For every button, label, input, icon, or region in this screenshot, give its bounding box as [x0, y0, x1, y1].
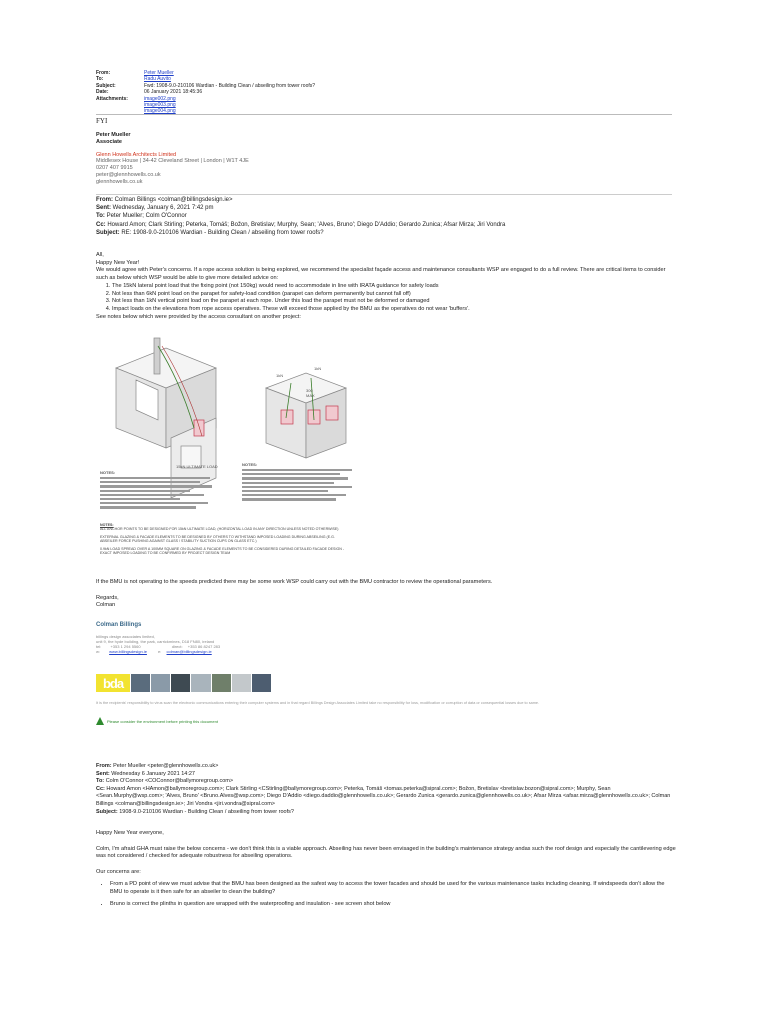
attachments-list — [144, 96, 176, 115]
subject-value: Fwd: 1908-9.0-210106 Wardian - Building Clean / abseiling from tower roofs? — [144, 82, 316, 89]
peter-signature — [96, 132, 396, 186]
date-value: 06 January 2021 18:45:36 — [144, 89, 203, 96]
list-item: • From a PD point of view we must advise that the BMU has been designed as the safest way to access the tower facades and should be used for the various maintenance tasks including cleaning. If windspeeds don't allow the BMU to operate is it then safe for an abseiler to clean the building? — [110, 881, 676, 896]
colman-address: unit 9, the hyde building, the park, carrickmines, D18 FN80, ireland — [96, 639, 215, 644]
email1-subject: RE: 1908-9.0-210106 Wardian - Building Clean / abseiling from tower roofs? — [121, 229, 324, 236]
email1-divider — [96, 194, 672, 195]
email2-cc: Howard Amon <HAmon@ballymoregroup.com>; Clark Stirling <CStirling@ballymoregroup.com>; Peterka, Tomáš <tomas.peterka@sipral.com>; Božon, Bretislav <bretislav.bozon@sipral.com>; Murphy, Sean <Sean.Murphy@wsp.com>; 'Alves, Bruno' <Bruno.Alves@wsp.com>; Diego D'Addio <diego.daddio@glennhowells.co.uk>; Gerardo Zunica <gerardo.zunica@glennhowells.co.uk>; Afsar Mirza <afsar.mirza@glennhowells.co.uk>; Colman Billings <colman@billingsdesign.ie>; Jiri Vondra <jiri.vondra@sipral.com> — [96, 785, 671, 807]
email1-greeting2: Happy New Year! — [96, 259, 140, 266]
email2-from: Peter Mueller <peter@glennhowells.co.uk> — [113, 763, 219, 769]
load-label: 1kN — [276, 373, 284, 378]
email2-subject: 1908-9.0-210106 Wardian - Building Clean / abseiling from tower roofs? — [119, 808, 294, 815]
anchor-diagram-figure — [96, 328, 366, 578]
email1-header: From: Colman Billings <colman@billingsdesign.ie> Sent: Wednesday, January 6, 2021 7:42 pm To: Peter Mueller; Colm O'Connor Cc: Howard Amon; Clark Stirling; Peterka, Tomáš; Božon, Bretislav; Murphy, Sean; 'Alves, Bruno'; Diego D'Addio; Gerardo Zunica; Afsar Mirza; Jiri Vondra Subject: RE: 1908-9.0-210106 Wardian - Building Clean / abseiling from tower roofs? — [96, 197, 506, 236]
email1-list — [96, 283, 676, 314]
email2-body — [96, 830, 676, 914]
project-photo-strip — [131, 674, 271, 692]
attachment-link[interactable]: image003.png — [144, 102, 176, 109]
email1-to: Peter Mueller; Colm O'Connor — [106, 213, 187, 220]
right-figure-notes: NOTES: — [242, 462, 360, 503]
list-item: 1. The 15kN lateral point load that the fixing point (not 150kg) would need to accommodate in line with IRATA guidance for safety loads — [112, 283, 676, 291]
list-item: 3. Not less than 1kN vertical point load on the parapet at each rope. Under this load the parapet must not be deformed or damaged — [112, 298, 676, 306]
signature-address: Middlesex House | 34-42 Cleveland Street | London | W1T 4JE — [96, 158, 249, 165]
dimension-label: 300 MAX — [306, 388, 315, 398]
colman-company: billings design associates limited, — [96, 634, 155, 639]
header-divider — [96, 114, 672, 115]
email2-sent: Wednesday 6 January 2021 14:27 — [111, 770, 195, 777]
signature-web[interactable]: glennhowells.co.uk — [96, 178, 143, 185]
fyi-text: FYI — [96, 117, 108, 125]
email2-to: Colm O'Connor <COConnor@ballymoregroup.com> — [105, 778, 234, 785]
from-link[interactable]: Peter Mueller — [144, 70, 174, 76]
email1-closing: If the BMU is not operating to the speeds predicted there may be some work WSP could carry out with the BMU contractor to review the operational parameters. Regards, Colman — [96, 579, 676, 610]
bottom-figure-notes: NOTES: ALL ANCHOR POINTS TO BE DESIGNED FOR 15kN ULTIMATE LOAD, (HORIZONTAL LOAD IN ANY DIRECTION UNLESS NOTED OTHERWISE) EXTERNAL GLAZING & FACADE ELEMENTS TO BE DESIGNED BY OTHERS TO WITHSTAND IMPOSED LOADING DURING ABSEILING (E.G. ABSEILER FORCE PUSHING AGAINST GLASS / STABILITY SUCTION CUPS ON GLASS ETC.) 0.9kN LOAD SPREAD OVER A 100MM SQUARE ON GLAZING & FACADE ELEMENTS TO BE CONSIDERED DURING DETAILED FACADE DESIGN - EXACT IMPOSED LOADING TO BE CONFIRMED BY PROJECT DESIGN TEAM — [100, 523, 350, 555]
left-figure-caption: 15kN ULTIMATE LOAD — [176, 464, 218, 469]
bda-logo: bda — [96, 674, 130, 692]
email2-concerns: Our concerns are: — [96, 869, 141, 876]
note-item: 0.9kN LOAD SPREAD OVER A 100MM SQUARE ON GLAZING & FACADE ELEMENTS TO BE CONSIDERED DURING DETAILED FACADE DESIGN - EXACT IMPOSED LOADING TO BE CONFIRMED BY PROJECT DESIGN TEAM — [100, 546, 345, 556]
signature-company: Glenn Howells Architects Limited — [96, 151, 177, 158]
email1-from: Colman Billings <colman@billingsdesign.ie> — [114, 197, 233, 203]
colman-name: Colman Billings — [96, 622, 142, 628]
to-link[interactable]: Radu Auvito — [144, 76, 171, 83]
colman-direct: +353 86 8247 283 — [187, 644, 221, 649]
colman-web-link[interactable]: www.billingsdesign.ie — [109, 649, 147, 654]
colman-tel: +353 1 294 5560 — [110, 644, 141, 649]
email1-greeting: All, — [96, 252, 104, 258]
list-item: • Bruno is correct the plinths in question are wrapped with the waterproofing and insulation - see screen shot below — [110, 901, 676, 909]
attachment-link[interactable]: image004.png — [144, 108, 176, 115]
email2-greeting: Happy New Year everyone, — [96, 830, 164, 836]
email1-cc: Howard Amon; Clark Stirling; Peterka, Tomáš; Božon, Bretislav; Murphy, Sean; 'Alves, Bruno'; Diego D'Addio; Gerardo Zunica; Afsar Mirza; Jiri Vondra — [107, 221, 506, 228]
signature-role: Associate — [96, 138, 122, 145]
email1-see-notes: See notes below which were provided by the access consultant on another project: — [96, 313, 301, 320]
note-item: EXTERNAL GLAZING & FACADE ELEMENTS TO BE DESIGNED BY OTHERS TO WITHSTAND IMPOSED LOADING DURING ABSEILING (E.G. ABSEILER FORCE PUSHING AGAINST GLASS / STABILITY SUCTION CUPS ON GLASS ETC.) — [100, 534, 335, 544]
note-item: ALL ANCHOR POINTS TO BE DESIGNED FOR 15kN ULTIMATE LOAD, (HORIZONTAL LOAD IN ANY DIRECTION UNLESS NOTED OTHERWISE) — [100, 527, 339, 532]
left-figure-notes: NOTES: — [100, 470, 220, 511]
email1-sent: Wednesday, January 6, 2021 7:42 pm — [112, 205, 214, 212]
email2-bullets — [96, 881, 676, 909]
list-item: 2. Not less than 6kN point load on the parapet for safety-load condition (parapet can deform permanently but cannot fall off) — [112, 291, 676, 299]
email2-para1: Colm, I'm afraid GHA must raise the below concerns - we don't think this is a viable approach. Abseiling has never been envisaged in the building's maintenance strategy andas such the roof design and especially the cantilevering edge was not considered / checked for adequate robustness for abseiling operations. — [96, 845, 676, 860]
forward-header: From: Peter Mueller To: Radu Auvito Subject: Fwd: 1908-9.0-210106 Wardian - Building Clean / abseiling from tower roofs? Date: 06 January 2021 18:45:36 Attachments: image002.png image003.png image004.png — [96, 70, 316, 115]
signature-email[interactable]: peter@glennhowells.co.uk — [96, 171, 161, 178]
colman-email-link[interactable]: colman@billingsdesign.ie — [166, 649, 212, 654]
disclaimer: It is the recipients' responsibility to virus scan the electronic communications entering their computer systems and in that regard Billings Design Associates Limited take no responsibility for loss, modification or corruption of data or consequential losses due to same. — [96, 701, 540, 705]
tree-icon — [96, 717, 104, 725]
colman-signature: Colman Billings billings design associates limited, unit 9, the hyde building, the park, carrickmines, D18 FN80, ireland tel: +353 1 294 5560 direct: +353 86 8247 283 w: www.billingsdesign.ie e: colman@billingsdesign.ie — [96, 622, 676, 654]
email1-after-figure: If the BMU is not operating to the speeds predicted there may be some work WSP could carry out with the BMU contractor to review the operational parameters. — [96, 579, 493, 585]
signature-name: Peter Mueller — [96, 132, 131, 138]
email1-body — [96, 252, 676, 321]
list-item: 4. Impact loads on the elevations from rope access operatives. These will exceed those applied by the BMU as the operatives do not wear 'buffers'. — [112, 306, 676, 314]
email2-header: From: Peter Mueller <peter@glennhowells.co.uk> Sent: Wednesday 6 January 2021 14:27 To: Colm O'Connor <COConnor@ballymoregroup.com> Cc: Howard Amon <HAmon@ballymoregroup.com>; Clark Stirling <CStirling@ballymoregroup.com>; Peterka, Tomáš <tomas.peterka@sipral.com>; Božon, Bretislav <bretislav.bozon@sipral.com>; Murphy, Sean <Sean.Murphy@wsp.com>; 'Alves, Bruno' <Bruno.Alves@wsp.com>; Diego D'Addio <diego.daddio@glennhowells.co.uk>; Gerardo Zunica <gerardo.zunica@glennhowells.co.uk>; Afsar Mirza <afsar.mirza@glennhowells.co.uk>; Colman Billings <colman@billingsdesign.ie>; Jiri Vondra <jiri.vondra@sipral.com> Subject: 1908-9.0-210106 Wardian - Building Clean / abseiling from tower roofs? — [96, 763, 671, 815]
environment-note: Please consider the environment before printing this document — [96, 717, 218, 725]
signature-phone: 0207 407 9915 — [96, 165, 133, 172]
load-label: 1kN — [314, 366, 322, 371]
attachment-link[interactable]: image002.png — [144, 95, 176, 102]
email1-para1: We would agree with Peter's concerns. If a rope access solution is being explored, we recommend the specialist façade access and maintenance consultants WSP are engaged to do a full review. There are critical items to consider such as below which WSP would be able to give more detailed advice on: — [96, 267, 666, 282]
